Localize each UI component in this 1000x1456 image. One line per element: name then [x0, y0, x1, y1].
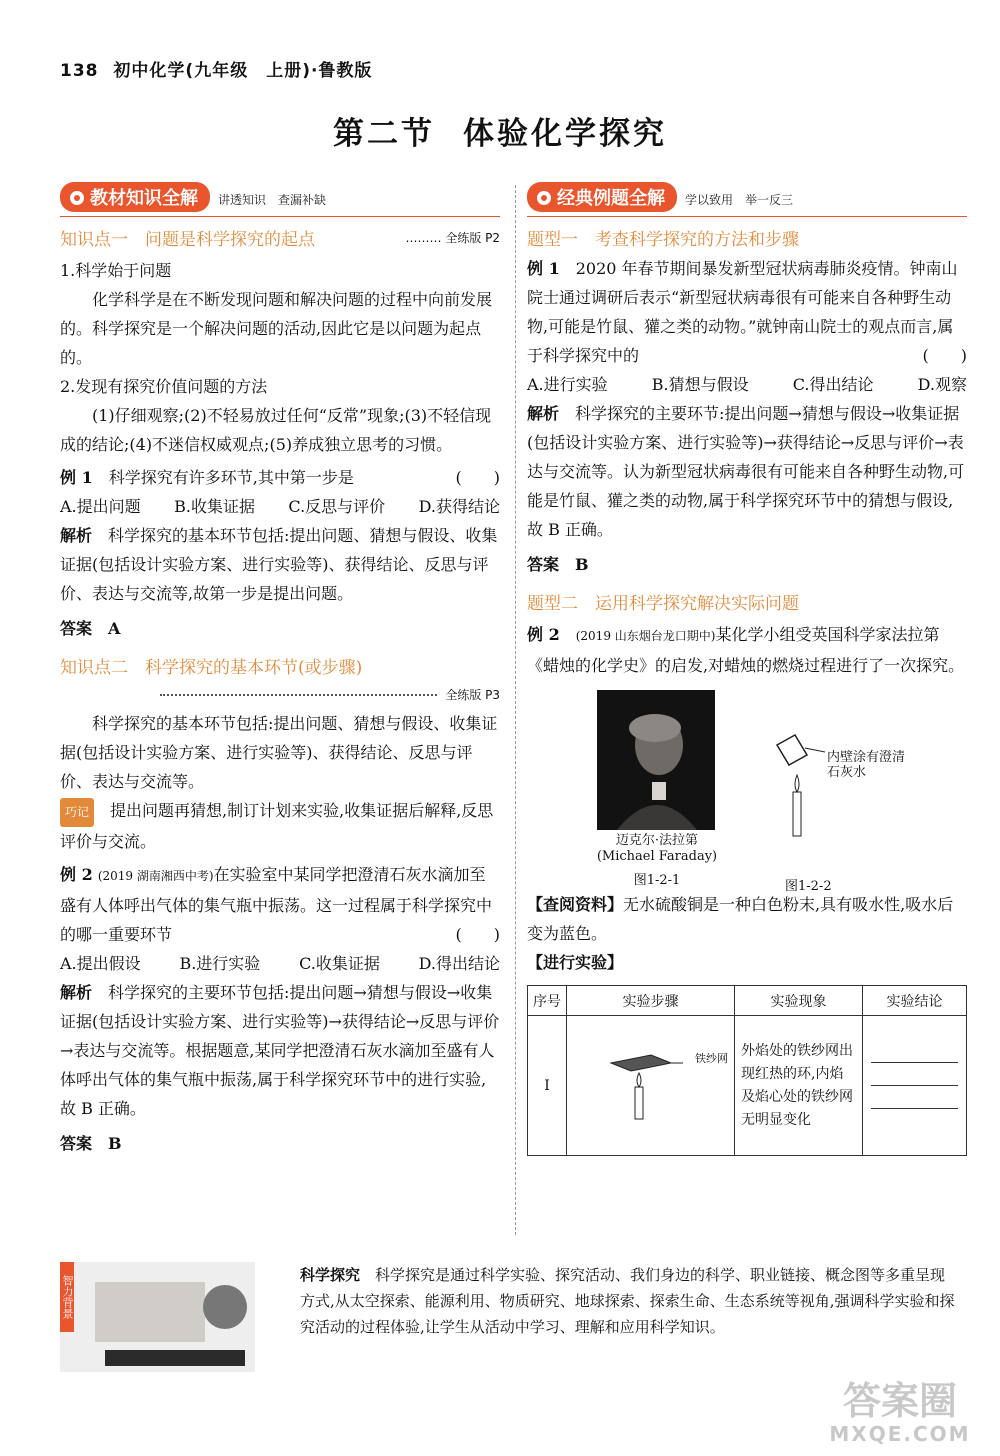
analysis-text: 科学探究的基本环节包括:提出问题、猜想与假设、收集证据(包括设计实验方案、进行实验等)、获得结论、反思与评价、表达与交流等,故第一步是提出问题。 [60, 526, 498, 603]
candle-beaker-diagram [767, 730, 827, 840]
section-name: 体验化学探究 [463, 116, 667, 152]
example-question: 在实验室中某同学把澄清石灰水滴加至盛有人体呼出气体的集气瓶中振荡。这一过程属于科学探究中的哪一重要环节 [60, 865, 493, 944]
answer-value: B [108, 1134, 122, 1153]
example-1 [60, 463, 500, 492]
col-header-no: 序号 [528, 986, 567, 1016]
example-2 [60, 860, 500, 949]
section-title [0, 108, 1000, 153]
example-1-analysis [60, 521, 500, 608]
example-question: 某化学小组受英国科学家法拉第《蜡烛的化学史》的启发,对蜡烛的燃烧过程进行了一次探究。 [527, 625, 965, 675]
r-example-1-answer [527, 550, 967, 579]
analysis-text: 科学探究的主要环节包括:提出问题→猜想与假设→收集证据(包括设计实验方案、进行实验等)→获得结论→反思与评价→表达与交流等。根据题意,某同学把澄清石灰水滴加至盛有人体呼出气体的集气瓶中振荡,属于科学探究环节中的进行实验,故 B 正确。 [60, 983, 500, 1118]
option-d: D.得出结论 [418, 954, 500, 973]
table-row [528, 1016, 967, 1156]
fig1-person-name-en: (Michael Faraday) [596, 849, 718, 864]
footer-title: 科学探究 [300, 1266, 361, 1284]
right-banner [527, 182, 967, 212]
kp1-ref: 全练版 P2 [445, 231, 500, 245]
blank-line [871, 1108, 958, 1109]
option-b: B.收集证据 [174, 497, 255, 516]
column-divider [515, 185, 516, 1235]
col-header-step: 实验步骤 [567, 986, 735, 1016]
section-label: 第二节 [333, 116, 435, 152]
example-2-analysis [60, 978, 500, 1123]
phenomenon-cell: 外焰处的铁纱网出现红热的环,内焰及焰心处的铁纱网无明显变化 [735, 1016, 863, 1156]
lookup-label: 【查阅资料】 [527, 895, 624, 914]
example-question: 科学探究有许多环节,其中第一步是 [108, 468, 354, 487]
option-a: A.提出假设 [60, 954, 141, 973]
lookup-paragraph [527, 890, 967, 948]
experiment-label: 【进行实验】 [527, 953, 624, 972]
row-number: Ⅰ [528, 1016, 567, 1156]
fig1-person-name: 迈克尔·法拉第 [615, 833, 699, 848]
option-c: C.得出结论 [792, 375, 874, 394]
r-example-1-analysis [527, 399, 967, 544]
fig2-label: 内壁涂有澄清石灰水 [827, 750, 906, 780]
watermark-en: MXQE.COM [829, 1422, 971, 1446]
banner-label: 经典例题全解 [557, 188, 665, 209]
figures [527, 690, 967, 894]
footer-image [60, 1262, 255, 1372]
option-d: D.观察 [917, 375, 967, 394]
r-example-1-options [527, 370, 967, 399]
answer-label: 答案 [60, 619, 93, 638]
lookup-text: 无水硫酸铜是一种白色粉末,具有吸水性,吸水后变为蓝色。 [527, 895, 954, 943]
banner-rule [60, 216, 500, 217]
option-a: A.进行实验 [527, 375, 608, 394]
kp2-ref-line [60, 686, 500, 703]
example-source: (2019 山东烟台龙口期中) [575, 629, 716, 643]
lab-equipment-image [75, 1262, 255, 1372]
footer-box [60, 1262, 955, 1372]
right-column [527, 182, 967, 1156]
analysis-text: 科学探究的主要环节:提出问题→猜想与假设→收集证据(包括设计实验方案、进行实验等)→获得结论→反思与评价→表达与交流等。认为新型冠状病毒很有可能来自各种野生动物,可能是竹鼠、獾之类的动物,属于科学探究环节中的猜想与假设,故 B 正确。 [527, 404, 965, 539]
fig1-caption: 图1-2-1 [633, 873, 681, 888]
option-d: D.获得结论 [418, 497, 500, 516]
analysis-label: 解析 [527, 404, 560, 423]
blank-line [871, 1062, 958, 1063]
faraday-portrait [597, 690, 715, 830]
left-column [60, 182, 500, 1158]
kp2-title: 知识点二 科学探究的基本环节(或步骤) [60, 658, 363, 678]
subheading-1: 1.科学始于问题 [60, 261, 172, 280]
paragraph-2: (1)仔细观察;(2)不轻易放过任何“反常”现象;(3)不轻信现成的结论;(4)不迷信权威观点;(5)养成独立思考的习惯。 [60, 406, 492, 454]
example-label: 例 2 [527, 625, 560, 644]
memory-tip [60, 796, 500, 856]
paragraph-3: 科学探究的基本环节包括:提出问题、猜想与假设、收集证据(包括设计实验方案、进行实验等)、获得结论、反思与评价、表达与交流等。 [60, 714, 498, 791]
example-question: 2020 年春节期间暴发新型冠状病毒肺炎疫情。钟南山院士通过调研后表示“新型冠状病毒很有可能来自各种野生动物,可能是竹鼠、獾之类的动物。”就钟南山院士的观点而言,属于科学探究中的 [527, 259, 958, 365]
subheading-2: 2.发现有探究价值问题的方法 [60, 377, 268, 396]
answer-label: 答案 [60, 1134, 93, 1153]
col-header-phenomenon: 实验现象 [735, 986, 863, 1016]
wire-gauze-candle-diagram [601, 1051, 701, 1121]
answer-paren: ( ) [922, 346, 967, 365]
speaker-icon [537, 191, 551, 205]
example-source: (2019 湖南湘西中考) [97, 869, 214, 883]
example-label: 例 2 [60, 865, 93, 884]
experiment-heading [527, 948, 967, 977]
left-banner [60, 182, 500, 212]
footer-side-label: 智力背景 [60, 1262, 74, 1332]
speaker-icon [70, 191, 84, 205]
experiment-table [527, 985, 967, 1156]
footer-text: 科学探究是通过科学实验、探究活动、我们身边的科学、职业链接、概念图等多重呈现方式,从太空探索、能源利用、物质研究、地球探索、探索生命、生态系统等视角,强调科学实验和探究活动的过程体验,让学生从活动中学习、理解和应用科学知识。 [300, 1266, 955, 1336]
banner-tag: 学以致用 举一反三 [685, 193, 794, 207]
watermark-cn: 答案圈 [842, 1379, 957, 1423]
answer-paren: ( ) [455, 925, 500, 944]
step-label: 铁纱网 [695, 1052, 728, 1065]
example-label: 例 1 [60, 468, 93, 487]
book-title: 初中化学(九年级 上册)·鲁教版 [113, 61, 373, 81]
kp1-title: 知识点一 问题是科学探究的起点 [60, 230, 315, 250]
step-cell [567, 1016, 735, 1156]
example-label: 例 1 [527, 259, 560, 278]
tip-text: 提出问题再猜想,制订计划来实验,收集证据后解释,反思评价与交流。 [60, 801, 494, 851]
example-1-answer [60, 614, 500, 643]
conclusion-cell [863, 1016, 967, 1156]
banner-rule [527, 216, 967, 217]
paragraph-1: 化学科学是在不断发现问题和解决问题的过程中向前发展的。科学探究是一个解决问题的活动,因此它是以问题为起点的。 [60, 290, 493, 367]
banner-label: 教材知识全解 [90, 188, 198, 209]
tip-badge: 巧记 [60, 798, 94, 827]
banner-tag: 讲透知识 查漏补缺 [218, 193, 327, 207]
kp2-ref: 全练版 P3 [445, 688, 500, 702]
type2-title: 题型二 运用科学探究解决实际问题 [527, 594, 799, 614]
kp1-ref-wrap: ……… 全练版 P2 [405, 231, 500, 245]
option-b: B.猜想与假设 [651, 375, 749, 394]
option-c: C.收集证据 [299, 954, 380, 973]
r-example-1 [527, 254, 967, 370]
running-header [60, 56, 372, 81]
option-c: C.反思与评价 [288, 497, 386, 516]
kp2-heading [60, 653, 500, 678]
option-a: A.提出问题 [60, 497, 141, 516]
example-2-options [60, 949, 500, 978]
dotted-leader [160, 694, 437, 696]
answer-paren: ( ) [455, 468, 500, 487]
answer-value: B [575, 555, 589, 574]
r-example-2 [527, 620, 967, 680]
kp1-heading [60, 225, 500, 250]
footer-text-block [300, 1262, 955, 1340]
example-1-options [60, 492, 500, 521]
analysis-label: 解析 [60, 983, 93, 1002]
col-header-conclusion: 实验结论 [863, 986, 967, 1016]
watermark [815, 1380, 985, 1446]
portrait-image [597, 690, 715, 830]
page-number: 138 [60, 61, 99, 81]
answer-label: 答案 [527, 555, 560, 574]
blank-line [871, 1085, 958, 1086]
example-2-answer [60, 1129, 500, 1158]
fig1-caption-block [587, 833, 727, 889]
answer-value: A [108, 619, 121, 638]
type1-title: 题型一 考查科学探究的方法和步骤 [527, 230, 799, 250]
option-b: B.进行实验 [179, 954, 261, 973]
analysis-label: 解析 [60, 526, 93, 545]
fig2-caption: 图1-2-2 [785, 879, 832, 894]
